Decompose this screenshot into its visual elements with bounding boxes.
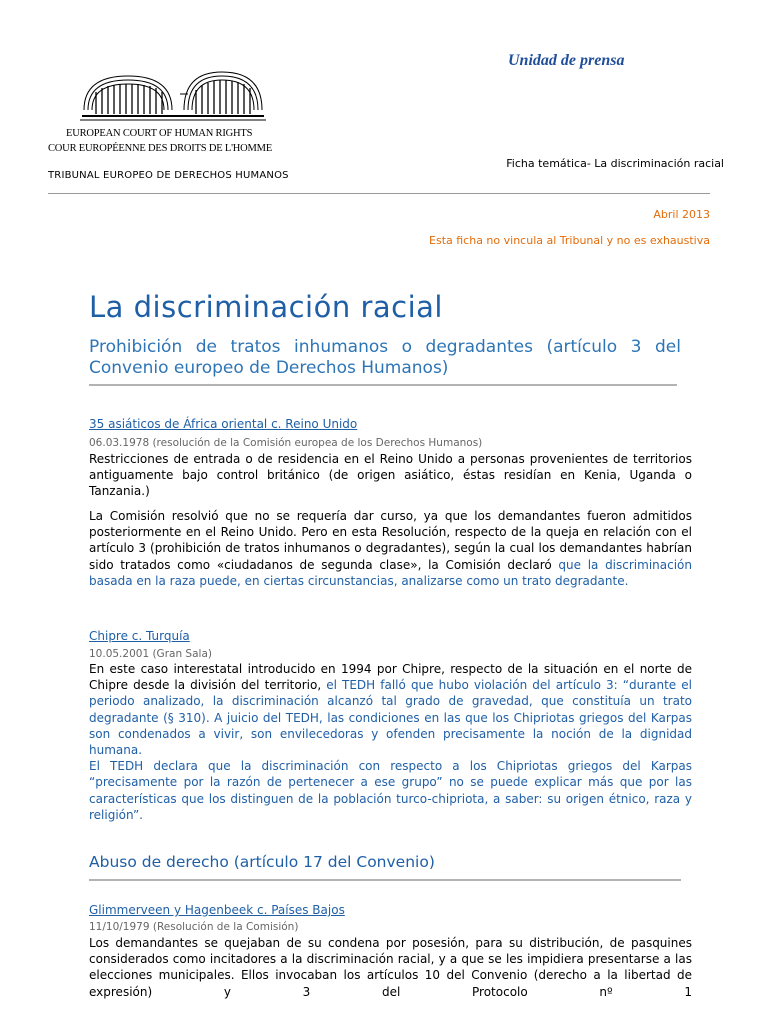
case-paragraph: Restricciones de entrada o de residencia en el Reino Unido a personas provenientes de territorios antiguamente bajo control británico (de origen asiático, éstas residían en Kenia, Uganda o Tanzania.) [89,452,692,499]
section-heading-article-3: Prohibición de tratos inhumanos o degradantes (artículo 3 del Convenio europeo de Derechos Humanos) [89,337,681,378]
case-link-glimmerveen[interactable]: Glimmerveen y Hagenbeek c. Países Bajos [89,903,345,917]
case-date: 06.03.1978 (resolución de la Comisión europea de los Derechos Humanos) [89,437,483,449]
case-link-35-asiaticos[interactable]: 35 asiáticos de África oriental c. Reino Unido [89,417,358,431]
page-title: La discriminación racial [89,290,443,324]
highlighted-holding: que la discriminación basada en la raza puede, en ciertas circunstancias, analizarse como un trato degradante. [89,557,692,588]
tribunal-name-spanish: TRIBUNAL EUROPEO DE DERECHOS HUMANOS [48,170,289,181]
court-name-english: EUROPEAN COURT OF HUMAN RIGHTS [66,128,253,139]
paragraph-text: En este caso interestatal introducido en 1994 por Chipre, respecto de la situación en el norte de Chipre desde la división del territorio, [89,662,692,693]
case-paragraph [89,508,692,589]
case-date: 10.05.2001 (Gran Sala) [89,648,212,660]
section-divider [89,384,677,386]
court-name-french: COUR EUROPÉENNE DES DROITS DE L'HOMME [48,143,273,154]
paragraph-text: La Comisión resolvió que no se requería dar curso, ya que los demandantes fueron admitidos posteriormente en el Reino Unido. Pero en esta Resolución, respecto de la queja en relación con el artículo 3 (prohibición de tratos inhumanos o degradantes), según la cual los demandantes habrían sido tratados como «ciudadanos de segunda clase», la Comisión declaró [89,509,692,572]
case-paragraph [89,661,692,823]
publication-date: Abril 2013 [653,208,710,221]
highlighted-holding: El TEDH declara que la discriminación con respecto a los Chipriotas griegos del Karpas “precisamente por la razón de pertenecer a ese grupo” no se puede explicar más que por las características que los distinguen de la población turco-chipriota, a saber: su origen étnico, raza y religión”. [89,759,692,822]
header-divider [48,193,710,194]
disclaimer-text: Esta ficha no vincula al Tribunal y no es exhaustiva [429,234,710,247]
factsheet-label: Ficha temática- La discriminación racial [506,157,724,170]
highlighted-holding: el TEDH falló que hubo violación del artículo 3: “durante el periodo analizado, la discriminación alcanzó tal grado de gravedad, que constituía un trato degradante (§ 310). A juicio del TEDH, las condiciones en las que los Chipriotas griegos del Karpas son condenados a vivir, son envilecedoras y ofenden precisamente la noción de la dignidad humana. [89,678,692,758]
court-building-logo [80,70,266,130]
case-paragraph: Los demandantes se quejaban de su condena por posesión, para su distribución, de pasquines considerados como incitadores a la discriminación racial, y a que se les impidiera presentarse a las elecciones municipales. Ellos invocaban los artículos 10 del Convenio (derecho a la libertad de expresión) y 3 del Protocolo nº 1 [89,936,692,999]
case-link-chipre-turquia[interactable]: Chipre c. Turquía [89,629,190,643]
section-heading-article-17: Abuso de derecho (artículo 17 del Convenio) [89,853,435,871]
press-unit-label: Unidad de prensa [508,52,625,69]
section-divider [89,879,681,881]
case-date: 11/10/1979 (Resolución de la Comisión) [89,921,299,933]
